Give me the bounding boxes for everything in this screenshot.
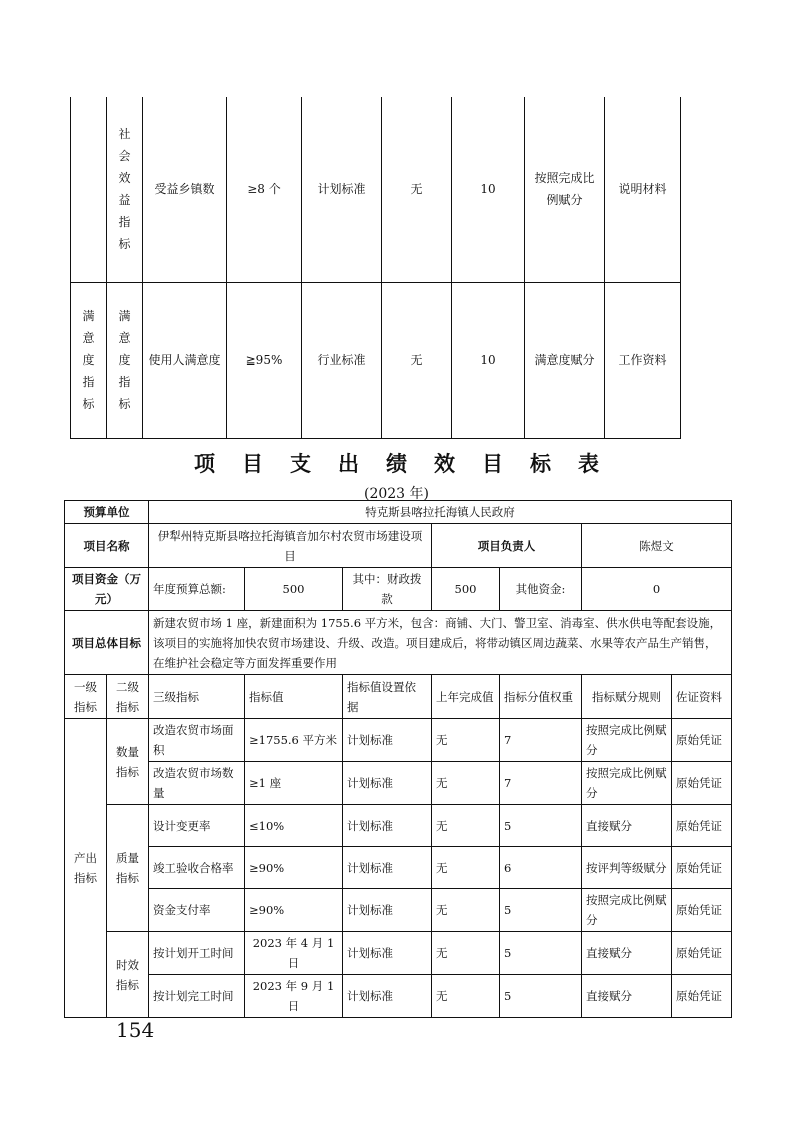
evidence-cell: 原始凭证 (672, 762, 732, 805)
project-name-label: 项目名称 (65, 524, 149, 568)
header-value: 指标值 (245, 675, 343, 719)
rule-cell: 按照完成比例赋分 (582, 719, 672, 762)
rule-cell: 满意度赋分 (525, 282, 605, 438)
header-level1: 一级指标 (65, 675, 107, 719)
weight-cell: 10 (452, 97, 525, 282)
annual-value: 500 (245, 568, 343, 611)
indicator-cell: 按计划完工时间 (149, 975, 245, 1018)
last-year-cell: 无 (382, 282, 452, 438)
indicator-cell: 设计变更率 (149, 805, 245, 847)
level1-cell (71, 97, 107, 282)
indicator-cell: 改造农贸市场面积 (149, 719, 245, 762)
other-label: 其他资金: (500, 568, 582, 611)
header-last-year: 上年完成值 (432, 675, 500, 719)
last-year-cell: 无 (432, 932, 500, 975)
level2-cell: 时效指标 (107, 932, 149, 1018)
goal-text: 新建农贸市场 1 座，新建面积为 1755.6 平方米，包含：商铺、大门、警卫室、消毒室、供水供电等配套设施，该项目的实施将加快农贸市场建设、升级、改造。项目建成后，将带动镇区周边蔬菜、水果等农产品生产销售，在维护社会稳定等方面发挥重要作用 (149, 611, 732, 675)
funds-label: 项目资金（万元） (65, 568, 149, 611)
value-cell: ≧95% (227, 282, 302, 438)
evidence-cell: 原始凭证 (672, 932, 732, 975)
basis-cell: 行业标准 (302, 282, 382, 438)
basis-cell: 计划标准 (343, 719, 432, 762)
evidence-cell: 工作资料 (605, 282, 681, 438)
evidence-cell: 原始凭证 (672, 805, 732, 847)
basis-cell: 计划标准 (343, 975, 432, 1018)
rule-cell: 按评判等级赋分 (582, 847, 672, 889)
value-cell: ≥8 个 (227, 97, 302, 282)
rule-cell: 直接赋分 (582, 805, 672, 847)
value-cell: 2023 年 9 月 1 日 (245, 975, 343, 1018)
table-row (65, 975, 732, 1018)
page-number: 154 (116, 1018, 155, 1042)
level2-cell: 满意度指标 (107, 282, 143, 438)
weight-cell: 7 (500, 762, 582, 805)
value-cell: ≥90% (245, 847, 343, 889)
indicator-cell: 资金支付率 (149, 889, 245, 932)
annual-label: 年度预算总额: (149, 568, 245, 611)
table-row (65, 568, 732, 611)
indicator-cell: 使用人满意度 (143, 282, 227, 438)
header-evidence: 佐证资料 (672, 675, 732, 719)
page-title: 项目支出绩效目标表 (194, 452, 626, 476)
weight-cell: 5 (500, 889, 582, 932)
project-name-value: 伊犁州特克斯县喀拉托海镇音加尔村农贸市场建设项目 (149, 524, 432, 568)
weight-cell: 6 (500, 847, 582, 889)
basis-cell: 计划标准 (343, 889, 432, 932)
table-header-row (65, 675, 732, 719)
header-rule: 指标赋分规则 (582, 675, 672, 719)
goal-label: 项目总体目标 (65, 611, 149, 675)
basis-cell: 计划标准 (343, 932, 432, 975)
weight-cell: 5 (500, 805, 582, 847)
rule-cell: 直接赋分 (582, 975, 672, 1018)
basis-cell: 计划标准 (343, 805, 432, 847)
rule-cell: 按照完成比例赋分 (582, 889, 672, 932)
table-row (65, 719, 732, 762)
last-year-cell: 无 (432, 762, 500, 805)
evidence-cell: 原始凭证 (672, 889, 732, 932)
header-level2: 二级指标 (107, 675, 149, 719)
table-row (65, 805, 732, 847)
table-row (65, 889, 732, 932)
last-year-cell: 无 (432, 805, 500, 847)
level1-cell: 产出指标 (65, 719, 107, 1018)
last-year-cell: 无 (382, 97, 452, 282)
table-row (65, 762, 732, 805)
indicator-cell: 竣工验收合格率 (149, 847, 245, 889)
performance-table (64, 500, 732, 1018)
value-cell: ≥90% (245, 889, 343, 932)
value-cell: ≤10% (245, 805, 343, 847)
table-row (65, 932, 732, 975)
header-basis: 指标值设置依据 (343, 675, 432, 719)
value-cell: ≥1755.6 平方米 (245, 719, 343, 762)
table-row (65, 847, 732, 889)
table-row (71, 97, 681, 282)
indicator-cell: 受益乡镇数 (143, 97, 227, 282)
leader-value: 陈煜文 (582, 524, 732, 568)
last-year-cell: 无 (432, 889, 500, 932)
evidence-cell: 原始凭证 (672, 847, 732, 889)
level2-cell: 质量指标 (107, 805, 149, 932)
budget-unit-label: 预算单位 (65, 501, 149, 524)
year-subtitle: (2023 年) (363, 486, 429, 502)
level2-cell: 社会效益指标 (107, 97, 143, 282)
rule-cell: 按照完成比例赋分 (582, 762, 672, 805)
indicator-cell: 改造农贸市场数量 (149, 762, 245, 805)
header-level3: 三级指标 (149, 675, 245, 719)
evidence-cell: 原始凭证 (672, 975, 732, 1018)
basis-cell: 计划标准 (343, 847, 432, 889)
level2-cell: 数量指标 (107, 719, 149, 805)
table-row (65, 501, 732, 524)
weight-cell: 7 (500, 719, 582, 762)
basis-cell: 计划标准 (343, 762, 432, 805)
weight-cell: 5 (500, 975, 582, 1018)
last-year-cell: 无 (432, 847, 500, 889)
fiscal-value: 500 (432, 568, 500, 611)
evidence-cell: 说明材料 (605, 97, 681, 282)
budget-unit-value: 特克斯县喀拉托海镇人民政府 (149, 501, 732, 524)
last-year-cell: 无 (432, 719, 500, 762)
last-year-cell: 无 (432, 975, 500, 1018)
rule-cell: 按照完成比例赋分 (525, 97, 605, 282)
weight-cell: 5 (500, 932, 582, 975)
other-value: 0 (582, 568, 732, 611)
rule-cell: 直接赋分 (582, 932, 672, 975)
level1-cell: 满意度指标 (71, 282, 107, 438)
indicator-cell: 按计划开工时间 (149, 932, 245, 975)
table-row (65, 611, 732, 675)
continuation-table (70, 97, 681, 439)
weight-cell: 10 (452, 282, 525, 438)
table-row (65, 524, 732, 568)
table-row (71, 282, 681, 438)
fiscal-label: 其中：财政拨款 (343, 568, 432, 611)
value-cell: ≥1 座 (245, 762, 343, 805)
basis-cell: 计划标准 (302, 97, 382, 282)
evidence-cell: 原始凭证 (672, 719, 732, 762)
header-weight: 指标分值权重 (500, 675, 582, 719)
value-cell: 2023 年 4 月 1 日 (245, 932, 343, 975)
leader-label: 项目负责人 (432, 524, 582, 568)
